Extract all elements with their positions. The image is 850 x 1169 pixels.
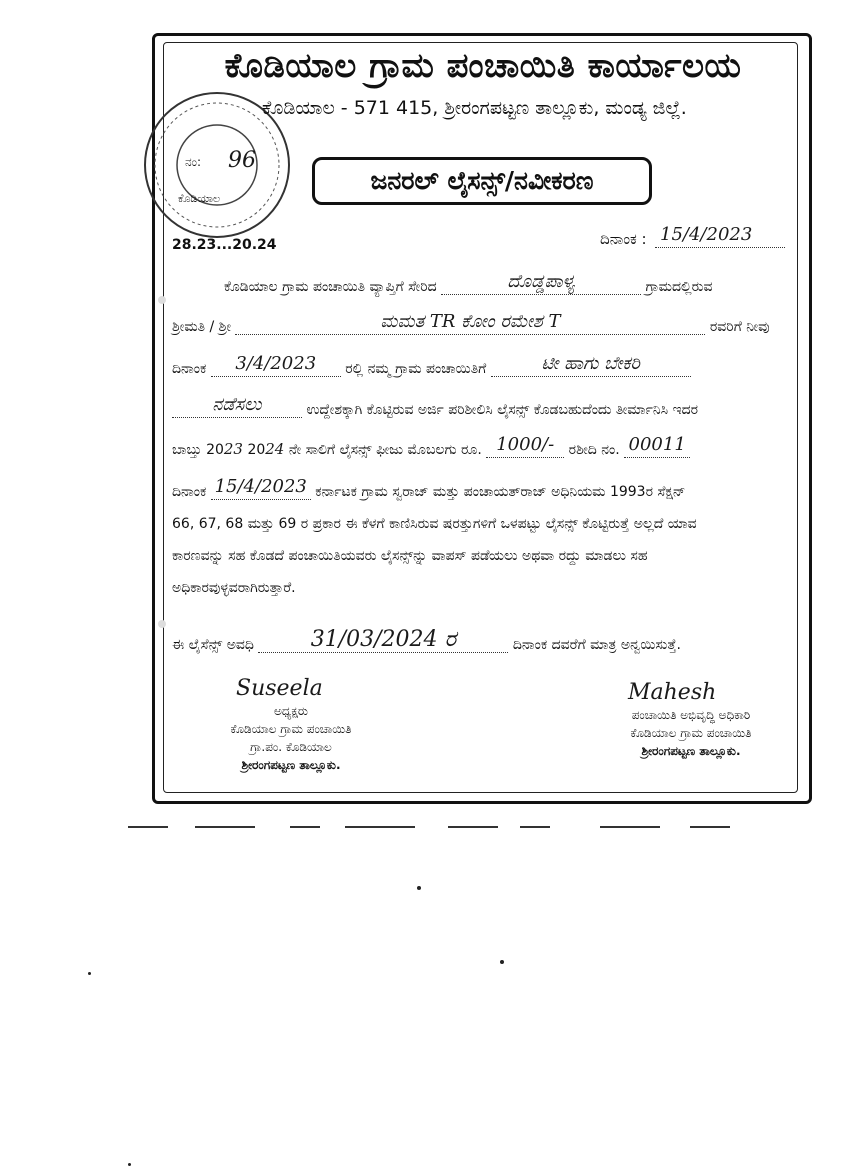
village-field: ದೊಡ್ಡಪಾಳ್ಯ bbox=[441, 270, 641, 295]
validity-date-field: 31/03/2024 ರ bbox=[258, 628, 508, 653]
hole-punch-mark bbox=[158, 620, 166, 628]
name-suffix: ರವರಿಗೆ ನೀವು bbox=[709, 319, 770, 335]
issue-date-underline bbox=[655, 245, 785, 248]
purpose-field-continued: ನಡೆಸಲು bbox=[172, 393, 302, 418]
pdo-office: ಕೊಡಿಯಾಲ ಗ್ರಾಮ ಪಂಚಾಯಿತಿ bbox=[630, 726, 752, 740]
application-date-field: 3/4/2023 bbox=[211, 352, 341, 377]
scan-speck bbox=[500, 960, 504, 964]
village-prefix: ಕೊಡಿಯಾಲ ಗ್ರಾಮ ಪಂಚಾಯಿತಿ ವ್ಯಾಪ್ತಿಗೆ ಸೇರಿದ bbox=[224, 279, 437, 295]
line-receipt-date bbox=[172, 475, 685, 500]
validity-prefix: ಈ ಲೈಸೆನ್ಸ್ ಅವಧಿ bbox=[172, 637, 254, 653]
fee-year-mid: 20 bbox=[247, 442, 266, 458]
receipt-label: ರಶೀದಿ ನಂ. bbox=[568, 442, 620, 458]
conditions-line-3: ಅಧಿಕಾರವುಳ್ಳವರಾಗಿರುತ್ತಾರೆ. bbox=[172, 580, 296, 596]
pdo-title: ಪಂಚಾಯಿತಿ ಅಭಿವೃದ್ಧಿ ಅಧಿಕಾರಿ bbox=[631, 708, 751, 722]
receipt-number-field: 00011 bbox=[624, 433, 690, 458]
issue-date: 15/4/2023 bbox=[660, 224, 753, 245]
scan-line bbox=[600, 826, 660, 828]
pdo-taluk: ಶ್ರೀರಂಗಪಟ್ಟಣ ತಾಲ್ಲೂಕು. bbox=[641, 744, 741, 758]
president-office: ಕೊಡಿಯಾಲ ಗ್ರಾಮ ಪಂಚಾಯಿತಿ bbox=[230, 722, 352, 736]
scan-line bbox=[520, 826, 550, 828]
line-name bbox=[172, 310, 770, 335]
president-title: ಅಧ್ಯಕ್ಷರು bbox=[274, 704, 308, 718]
president-signature: Suseela bbox=[236, 676, 323, 701]
seal-place: ಕೊಡಿಯಾಲ bbox=[178, 192, 221, 205]
scan-speck bbox=[417, 886, 421, 890]
seal-number-label: ನಂ: bbox=[185, 155, 202, 169]
scan-speck bbox=[88, 972, 91, 975]
conditions-line-2: ಕಾರಣವನ್ನು ಸಹ ಕೊಡದೆ ಪಂಚಾಯಿತಿಯವರು ಲೈಸನ್ಸ್‌ನ್ನು ವಾಪಸ್ ಪಡೆಯಲು ಅಥವಾ ರದ್ದು ಮಾಡಲು ಸಹ bbox=[172, 548, 648, 564]
name-prefix: ಶ್ರೀಮತಿ / ಶ್ರೀ bbox=[172, 319, 231, 335]
purpose-field: ಟೀ ಹಾಗು ಬೇಕರಿ bbox=[491, 352, 691, 377]
village-suffix: ಗ್ರಾಮದಲ್ಲಿರುವ bbox=[645, 279, 713, 295]
scan-line bbox=[448, 826, 498, 828]
scan-line bbox=[290, 826, 320, 828]
scan-speck bbox=[128, 1163, 131, 1166]
validity-suffix: ದಿನಾಂಕ ದವರೆಗೆ ಮಾತ್ರ ಅನ್ವಯಿಸುತ್ತೆ. bbox=[512, 637, 681, 653]
office-address: ಕೊಡಿಯಾಲ - 571 415, ಶ್ರೀರಂಗಪಟ್ಟಣ ತಾಲ್ಲೂಕು, ಮಂಡ್ಯ ಜಿಲ್ಲೆ. bbox=[262, 97, 687, 119]
licensee-name-field: ಮಮತ TR ಕೋಂ ರಮೇಶ T bbox=[235, 310, 705, 335]
line-fee bbox=[172, 433, 690, 458]
scan-line bbox=[128, 826, 168, 828]
line-validity bbox=[172, 628, 681, 653]
president-taluk: ಶ್ರೀರಂಗಪಟ್ಟಣ ತಾಲ್ಲೂಕು. bbox=[241, 758, 341, 772]
pdo-signature: Mahesh bbox=[628, 680, 717, 705]
seal-number: 96 bbox=[228, 148, 256, 173]
document-type-heading: ಜನರಲ್ ಲೈಸನ್ಸ್/ನವೀಕರಣ bbox=[312, 157, 652, 205]
act-text: ಕರ್ನಾಟಕ ಗ್ರಾಮ ಸ್ವರಾಜ್ ಮತ್ತು ಪಂಚಾಯತ್‌ರಾಜ್ ಅಧಿನಿಯಮ 1993ರ ಸೆಕ್ಷನ್ bbox=[315, 484, 686, 500]
president-panchayat: ಗ್ರಾ.ಪಂ. ಕೊಡಿಯಾಲ bbox=[250, 740, 332, 754]
receipt-date-prefix: ದಿನಾಂಕ bbox=[172, 484, 207, 500]
conditions-line-1: 66, 67, 68 ಮತ್ತು 69 ರ ಪ್ರಕಾರ ಈ ಕೆಳಗೆ ಕಾಣಿಸಿರುವ ಷರತ್ತುಗಳಿಗೆ ಒಳಪಟ್ಟು ಲೈಸನ್ಸ್ ಕೊಟ್ಟಿರುತ್ತೆ ಅಲ್ಲದೆ ಯಾವ bbox=[172, 516, 697, 532]
pdo-signature-block bbox=[586, 706, 796, 760]
scan-line bbox=[690, 826, 730, 828]
app-date-mid: ರಲ್ಲಿ ನಮ್ಮ ಗ್ರಾಮ ಪಂಚಾಯಿತಿಗೆ bbox=[345, 361, 487, 377]
receipt-date-field: 15/4/2023 bbox=[211, 475, 311, 500]
office-title: ಕೊಡಿಯಾಲ ಗ್ರಾಮ ಪಂಚಾಯಿತಿ ಕಾರ್ಯಾಲಯ bbox=[224, 46, 742, 86]
line-village bbox=[224, 270, 712, 295]
line-purpose bbox=[172, 393, 698, 418]
purpose-text: ಉದ್ದೇಶಕ್ಕಾಗಿ ಕೊಟ್ಟಿರುವ ಅರ್ಜಿ ಪರಿಶೀಲಿಸಿ ಲೈಸನ್ಸ್ ಕೊಡಬಹುದೆಂದು ತೀರ್ಮಾನಿಸಿ ಇದರ bbox=[306, 402, 699, 418]
reference-number: 28.23...20.24 bbox=[172, 237, 277, 253]
date-label: ದಿನಾಂಕ : bbox=[600, 230, 647, 248]
scan-line bbox=[345, 826, 415, 828]
year-to: 24 bbox=[265, 440, 285, 458]
app-date-prefix: ದಿನಾಂಕ bbox=[172, 361, 207, 377]
fee-mid: ನೇ ಸಾಲಿಗೆ ಲೈಸನ್ಸ್ ಫೀಜು ಮೊಬಲಗು ರೂ. bbox=[288, 442, 482, 458]
line-application-date bbox=[172, 352, 691, 377]
fee-prefix: ಬಾಬ್ತು 20 bbox=[172, 442, 224, 458]
year-from: 23 bbox=[223, 440, 243, 458]
scan-line bbox=[195, 826, 255, 828]
president-signature-block bbox=[186, 702, 396, 774]
hole-punch-mark bbox=[158, 296, 166, 304]
fee-amount-field: 1000/- bbox=[486, 433, 564, 458]
